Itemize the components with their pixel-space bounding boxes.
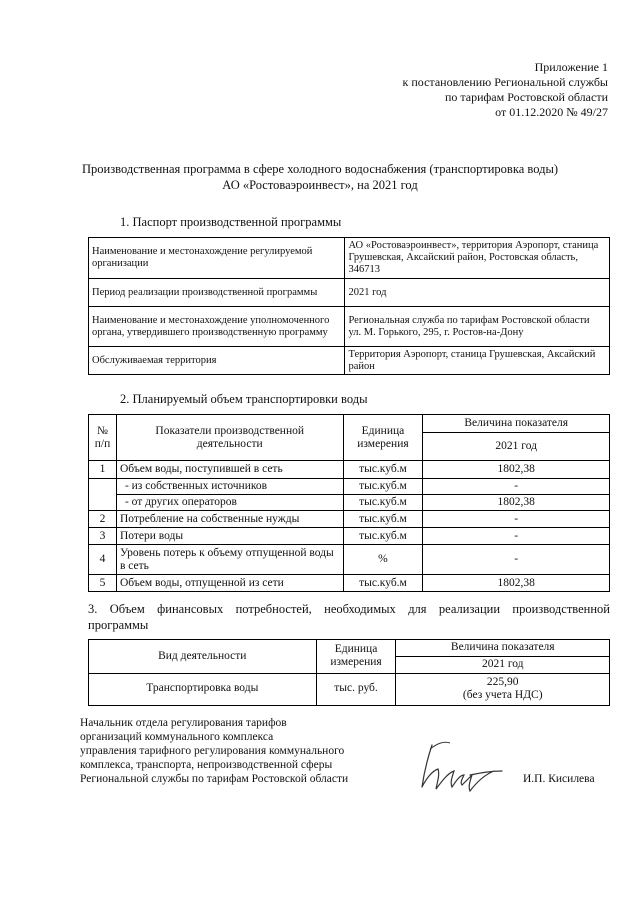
row-value: 1802,38 xyxy=(423,575,610,592)
signature-line-3: управления тарифного регулирования коммунального xyxy=(80,745,345,757)
title-line-2: АО «Ростоваэроинвест», на 2021 год xyxy=(222,178,418,192)
row-name: - из собственных источников xyxy=(116,479,343,495)
row-value: - xyxy=(423,545,610,575)
passport-table xyxy=(88,237,610,375)
row-num: 5 xyxy=(89,575,117,592)
passport-value: АО «Ростоваэроинвест», территория Аэропорт, станица Грушевская, Аксайский район, Ростовская область, 346713 xyxy=(345,238,610,279)
header-activity: Вид деятельности xyxy=(89,640,317,674)
passport-value: Территория Аэропорт, станица Грушевская, Аксайский район xyxy=(345,347,610,375)
row-unit: тыс. руб. xyxy=(316,673,396,705)
table-row xyxy=(89,511,610,528)
table-header-row xyxy=(89,415,610,433)
signer-name: И.П. Кисилева xyxy=(523,773,595,785)
passport-label: Наименование и местонахождение уполномоченного органа, утвердившего производственную программу xyxy=(89,307,345,347)
header-indicator-line-2: деятельности xyxy=(196,437,263,450)
handwritten-signature xyxy=(410,735,510,795)
row-num: 3 xyxy=(89,528,117,545)
passport-label: Наименование и местонахождение регулируемой организации xyxy=(89,238,345,279)
row-unit: тыс.куб.м xyxy=(343,495,423,511)
table-header-row xyxy=(89,640,610,657)
row-value: 1802,38 xyxy=(423,495,610,511)
row-value-line-2: (без учета НДС) xyxy=(462,689,543,701)
row-value: 1802,38 xyxy=(423,461,610,479)
section-1-heading: 1. Паспорт производственной программы xyxy=(120,215,342,229)
passport-value-line-2: ул. М. Горького, 295, г. Ростов-на-Дону xyxy=(348,326,524,338)
header-value-group: Величина показателя xyxy=(423,415,610,433)
header-indicator xyxy=(116,415,343,461)
passport-value: 2021 год xyxy=(345,279,610,307)
volume-table xyxy=(88,414,610,592)
passport-value xyxy=(345,307,610,347)
passport-value-line-1: Региональная служба по тарифам Ростовской области xyxy=(348,314,590,326)
row-num: 2 xyxy=(89,511,117,528)
appendix-line-3: по тарифам Ростовской области xyxy=(444,90,608,104)
table-row xyxy=(89,307,610,347)
table-row xyxy=(89,279,610,307)
row-num xyxy=(89,479,117,511)
row-num: 4 xyxy=(89,545,117,575)
table-row xyxy=(89,479,610,495)
header-year: 2021 год xyxy=(396,657,610,674)
finance-table xyxy=(88,639,610,706)
header-unit-line-1: Единица xyxy=(334,642,378,655)
section-3-heading-line-2: программы xyxy=(88,618,149,632)
table-row xyxy=(89,238,610,279)
table-row xyxy=(89,347,610,375)
row-unit: тыс.куб.м xyxy=(343,528,423,545)
header-unit-line-2: измерения xyxy=(357,437,409,450)
header-unit xyxy=(316,640,396,674)
section-3-heading-line-1: 3. Объем финансовых потребностей, необходимых для реализации производственной xyxy=(88,602,610,616)
appendix-line-4: от 01.12.2020 № 49/27 xyxy=(495,105,608,119)
appendix-header xyxy=(403,60,608,120)
signature-line-4: комплекса, транспорта, непроизводственной сферы xyxy=(80,759,333,771)
row-value: - xyxy=(423,528,610,545)
header-value-group: Величина показателя xyxy=(396,640,610,657)
passport-label: Период реализации производственной программы xyxy=(89,279,345,307)
row-unit: тыс.куб.м xyxy=(343,511,423,528)
row-name: Объем воды, отпущенной из сети xyxy=(116,575,343,592)
document-title xyxy=(40,161,600,193)
signature-line-1: Начальник отдела регулирования тарифов xyxy=(80,717,287,729)
table-row xyxy=(89,545,610,575)
table-row xyxy=(89,575,610,592)
row-value-line-1: 225,90 xyxy=(486,675,519,688)
row-value xyxy=(396,673,610,705)
row-unit: тыс.куб.м xyxy=(343,575,423,592)
signature-line-2: организаций коммунального комплекса xyxy=(80,731,274,743)
table-row xyxy=(89,495,610,511)
table-row xyxy=(89,673,610,705)
header-year: 2021 год xyxy=(423,433,610,461)
signature-block xyxy=(80,716,348,786)
row-name: Потери воды xyxy=(116,528,343,545)
row-unit: % xyxy=(343,545,423,575)
header-indicator-line-1: Показатели производственной xyxy=(155,424,305,437)
table-row xyxy=(89,528,610,545)
row-name: Потребление на собственные нужды xyxy=(116,511,343,528)
section-2-heading: 2. Планируемый объем транспортировки воды xyxy=(120,392,368,406)
header-unit xyxy=(343,415,423,461)
signature-line-5: Региональной службы по тарифам Ростовской области xyxy=(80,773,349,785)
header-num xyxy=(89,415,117,461)
row-num: 1 xyxy=(89,461,117,479)
title-line-1: Производственная программа в сфере холодного водоснабжения (транспортировка воды) xyxy=(81,162,559,176)
row-unit: тыс.куб.м xyxy=(343,479,423,495)
row-name: Объем воды, поступившей в сеть xyxy=(116,461,343,479)
header-num-line-1: № xyxy=(96,424,108,437)
row-value: - xyxy=(423,511,610,528)
row-activity: Транспортировка воды xyxy=(89,673,317,705)
row-value: - xyxy=(423,479,610,495)
table-row xyxy=(89,461,610,479)
header-unit-line-1: Единица xyxy=(361,424,405,437)
appendix-line-2: к постановлению Региональной службы xyxy=(402,75,608,89)
header-unit-line-2: измерения xyxy=(330,656,382,669)
row-name: Уровень потерь к объему отпущенной воды в сеть xyxy=(116,545,343,575)
header-num-line-2: п/п xyxy=(94,437,111,450)
passport-label: Обслуживаемая территория xyxy=(89,347,345,375)
row-unit: тыс.куб.м xyxy=(343,461,423,479)
appendix-line-1: Приложение 1 xyxy=(534,60,608,74)
row-name: - от других операторов xyxy=(116,495,343,511)
